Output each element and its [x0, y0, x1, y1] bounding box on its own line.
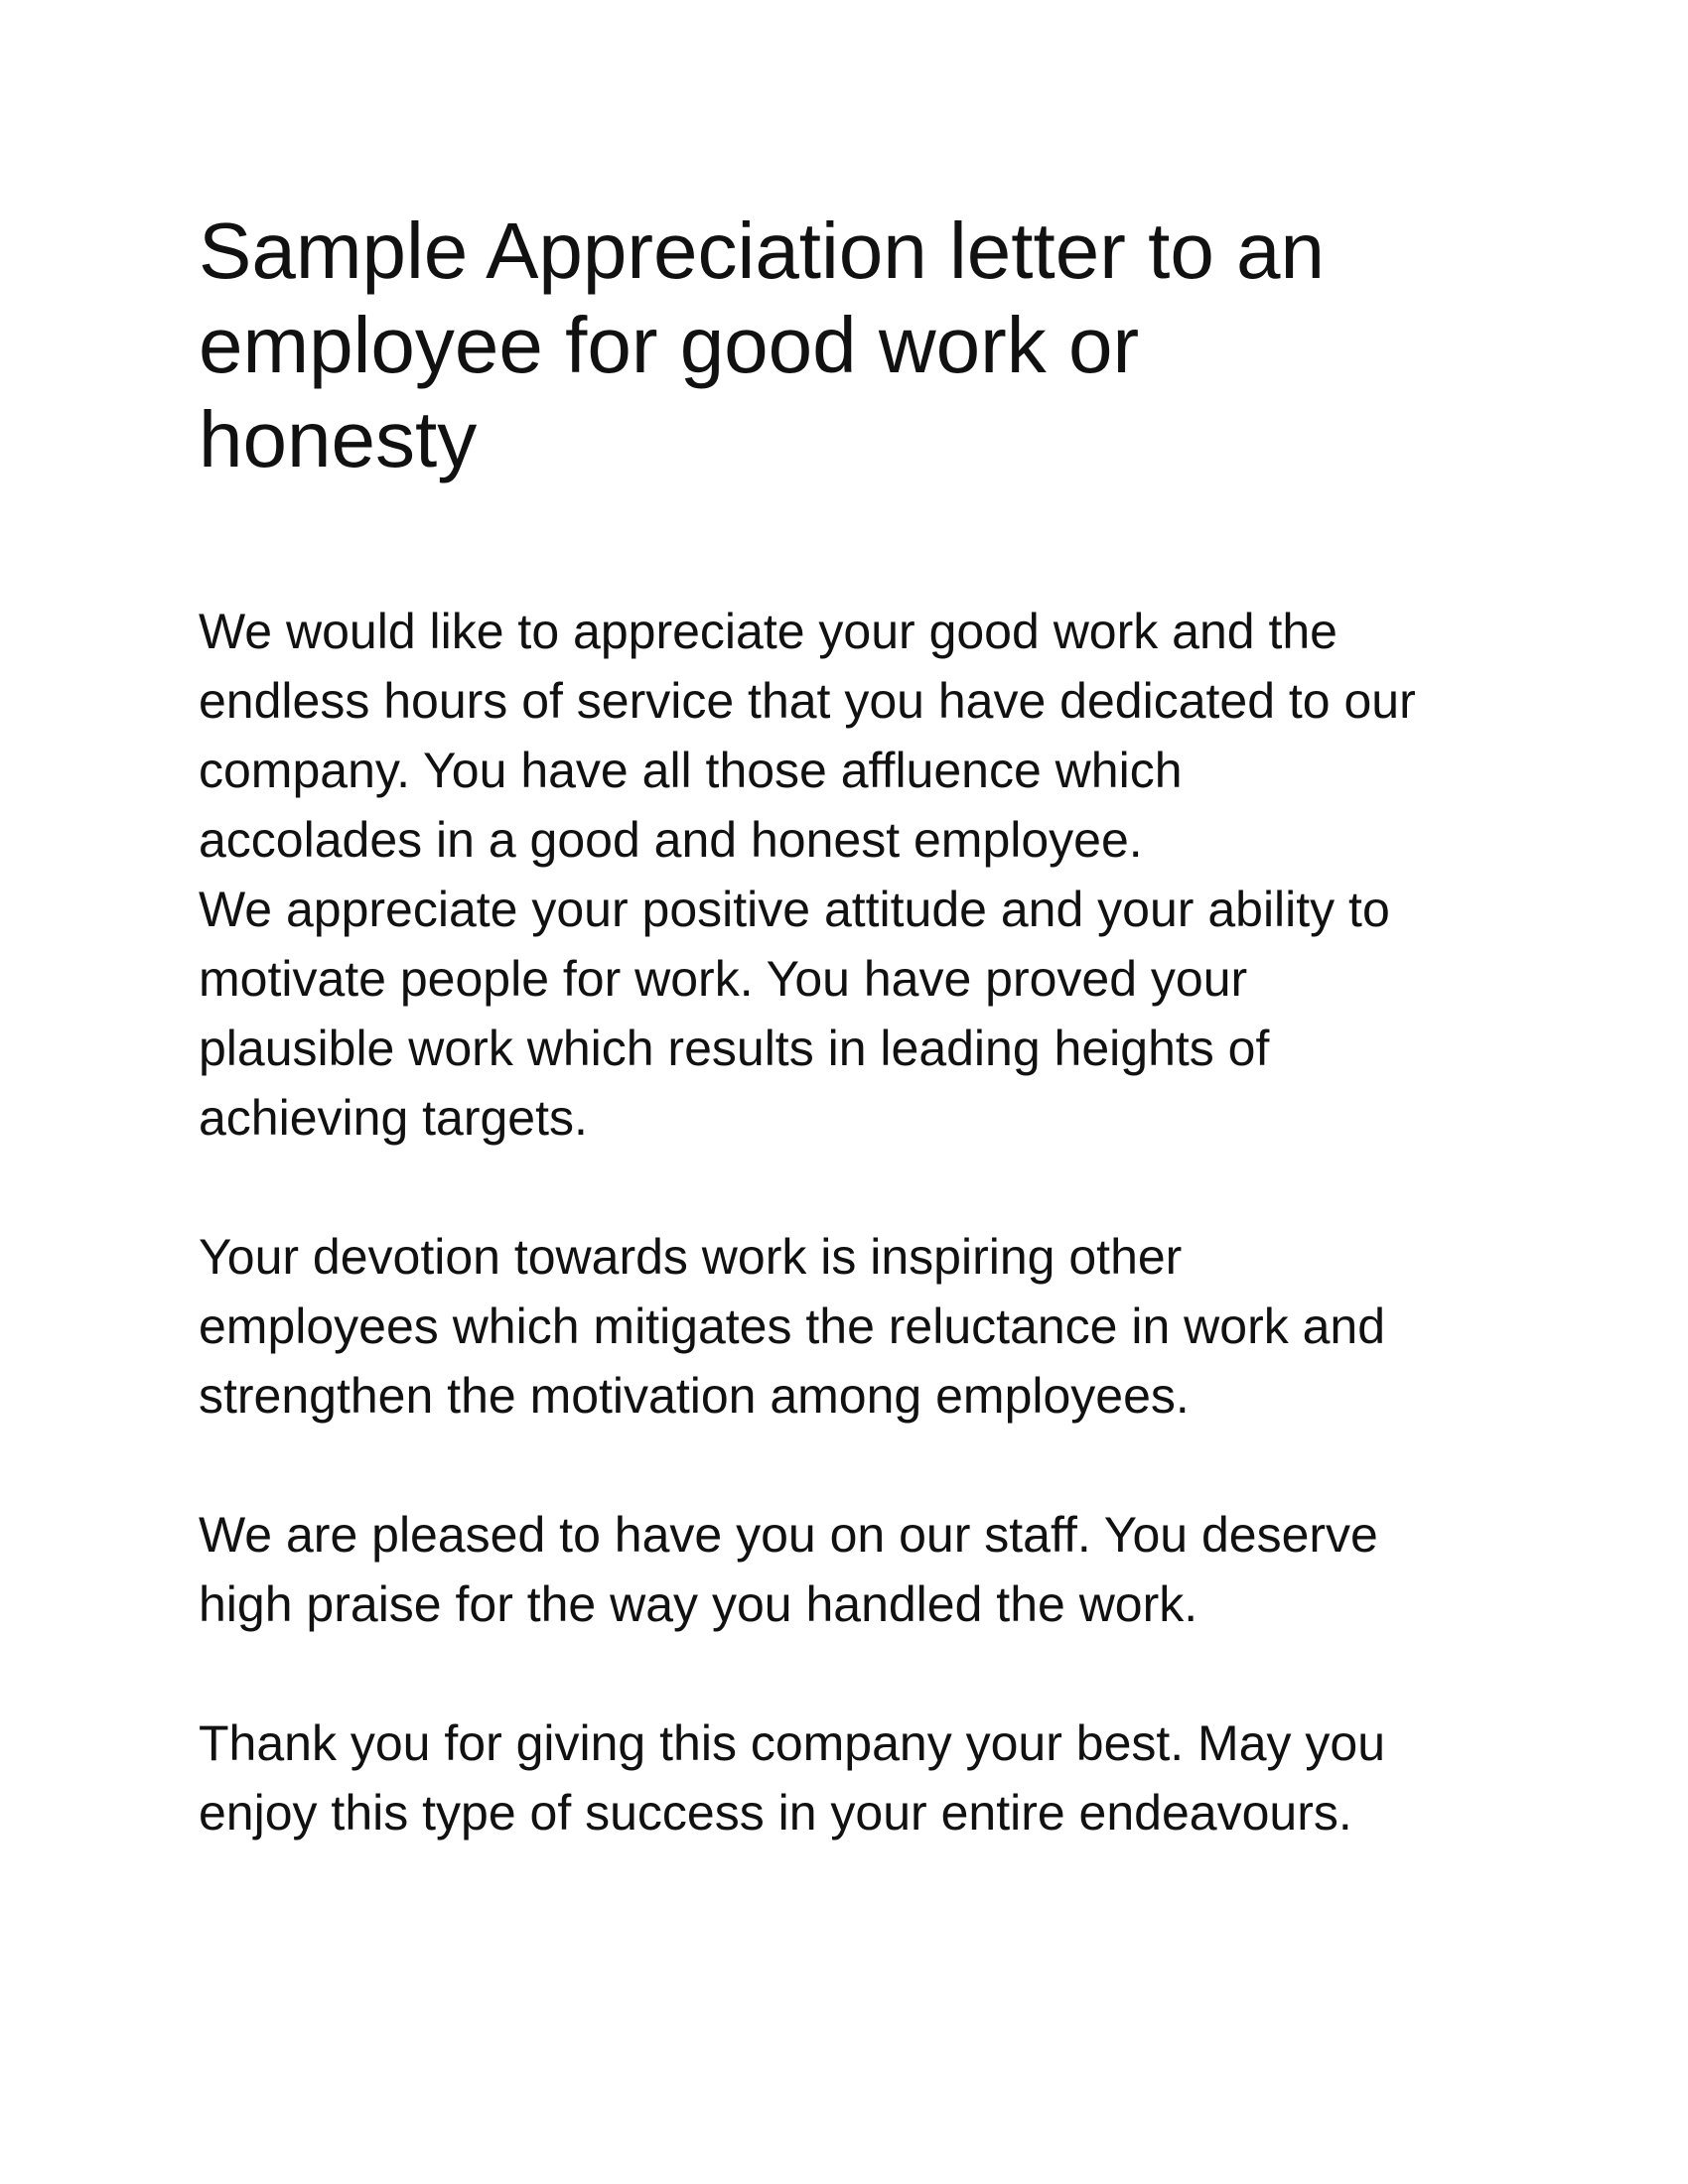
- text-line: We would like to appreciate your good work and the: [199, 604, 1337, 659]
- text-line: We appreciate your positive attitude and your ability to: [199, 882, 1390, 937]
- text-line: strengthen the motivation among employees.: [199, 1368, 1190, 1424]
- text-line: achieving targets.: [199, 1090, 588, 1146]
- text-line: Your devotion towards work is inspiring other: [199, 1229, 1183, 1285]
- title-line: honesty: [199, 395, 478, 483]
- title-line: Sample Appreciation letter to an: [199, 206, 1326, 295]
- letter-content: [199, 204, 1509, 1847]
- page-title: [199, 204, 1509, 486]
- text-line: employees which mitigates the reluctance in work and: [199, 1298, 1386, 1354]
- paragraph-spacer: [199, 1153, 1509, 1222]
- paragraph-attitude: [199, 875, 1509, 1153]
- text-line: company. You have all those affluence which: [199, 743, 1183, 798]
- paragraph-spacer: [199, 1431, 1509, 1500]
- letter-body: [199, 597, 1509, 1847]
- paragraph-devotion: [199, 1222, 1509, 1431]
- paragraph-appreciation: [199, 597, 1509, 875]
- text-line: high praise for the way you handled the work.: [199, 1576, 1198, 1632]
- title-line: employee for good work or: [199, 301, 1140, 389]
- text-line: accolades in a good and honest employee.: [199, 812, 1143, 868]
- text-line: We are pleased to have you on our staff. You deserve: [199, 1507, 1378, 1563]
- text-line: Thank you for giving this company your best. May you: [199, 1715, 1386, 1771]
- paragraph-spacer: [199, 1639, 1509, 1708]
- paragraph-staff: [199, 1500, 1509, 1639]
- text-line: motivate people for work. You have proved your: [199, 951, 1248, 1007]
- text-line: plausible work which results in leading heights of: [199, 1021, 1270, 1076]
- text-line: enjoy this type of success in your entire endeavours.: [199, 1785, 1352, 1841]
- paragraph-thanks: [199, 1708, 1509, 1847]
- text-line: endless hours of service that you have dedicated to our: [199, 673, 1416, 729]
